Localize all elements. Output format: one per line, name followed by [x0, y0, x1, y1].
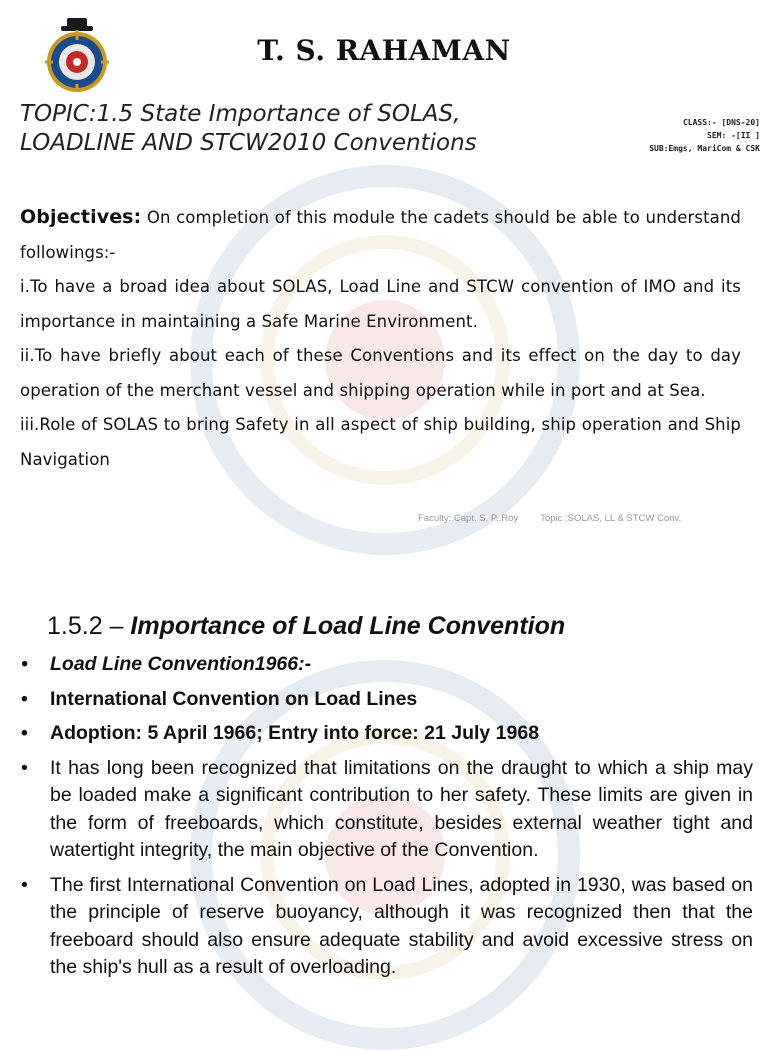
topic-line-2: LOADLINE AND STCW2010 Conventions: [20, 130, 477, 156]
footer-faculty: Faculty: Capt. S. P..Roy: [418, 513, 519, 524]
list-item: • International Convention on Load Lines: [20, 686, 753, 714]
class-label: CLASS:- [DNS-20]: [682, 118, 760, 127]
list-item: • Adoption: 5 April 1966; Entry into force: 21 July 1968: [20, 720, 753, 748]
objective-item: ii.To have briefly about each of these Conventions and its effect on the day to day operation of the merchant vessel and shipping operation while in port and at Sea.: [20, 346, 741, 400]
topic-heading: [20, 100, 580, 158]
semester-label: SEM: -[II ]: [707, 131, 760, 140]
objectives-block: [20, 200, 741, 477]
footer-topic: Topic :SOLAS, LL & STCW Conv.: [540, 513, 682, 524]
slide-footer: [418, 513, 681, 524]
section-number: 1.5.2 –: [47, 612, 131, 640]
list-item: • Load Line Convention1966:-: [20, 651, 753, 679]
objective-item: i.To have a broad idea about SOLAS, Load Line and STCW convention of IMO and its importance in maintaining a Safe Marine Environment.: [20, 277, 741, 331]
section-title: [47, 612, 565, 641]
objectives-intro-text: On completion of this module the cadets should be able to understand followings:-: [20, 208, 741, 262]
subject-label: SUB:Emgs, MariCom & CSK: [649, 144, 760, 153]
topic-line-1: TOPIC:1.5 State Importance of SOLAS,: [20, 101, 461, 127]
objectives-intro: [20, 200, 741, 270]
list-item: • The first International Convention on Load Lines, adopted in 1930, was based on the principle of reserve buoyancy, although it was recognized then that the freeboard should also ensure adequate stability and avoid excessive stress on the ship's hull as a result of overloading.: [20, 872, 753, 982]
section-bullets: [20, 651, 753, 989]
list-item: • It has long been recognized that limitations on the draught to which a ship may be loaded make a significant contribution to her safety. These limits are given in the form of freeboards, which constitute, besides external weather tight and watertight integrity, the main objective of the Convention.: [20, 755, 753, 865]
objective-item: iii.Role of SOLAS to bring Safety in all aspect of ship building, ship operation and Ship Navigation: [20, 415, 741, 469]
institute-title: T. S. RAHAMAN: [257, 34, 511, 67]
class-info: [560, 116, 760, 155]
objectives-heading: Objectives:: [20, 206, 142, 228]
section-heading: Importance of Load Line Convention: [130, 612, 566, 640]
